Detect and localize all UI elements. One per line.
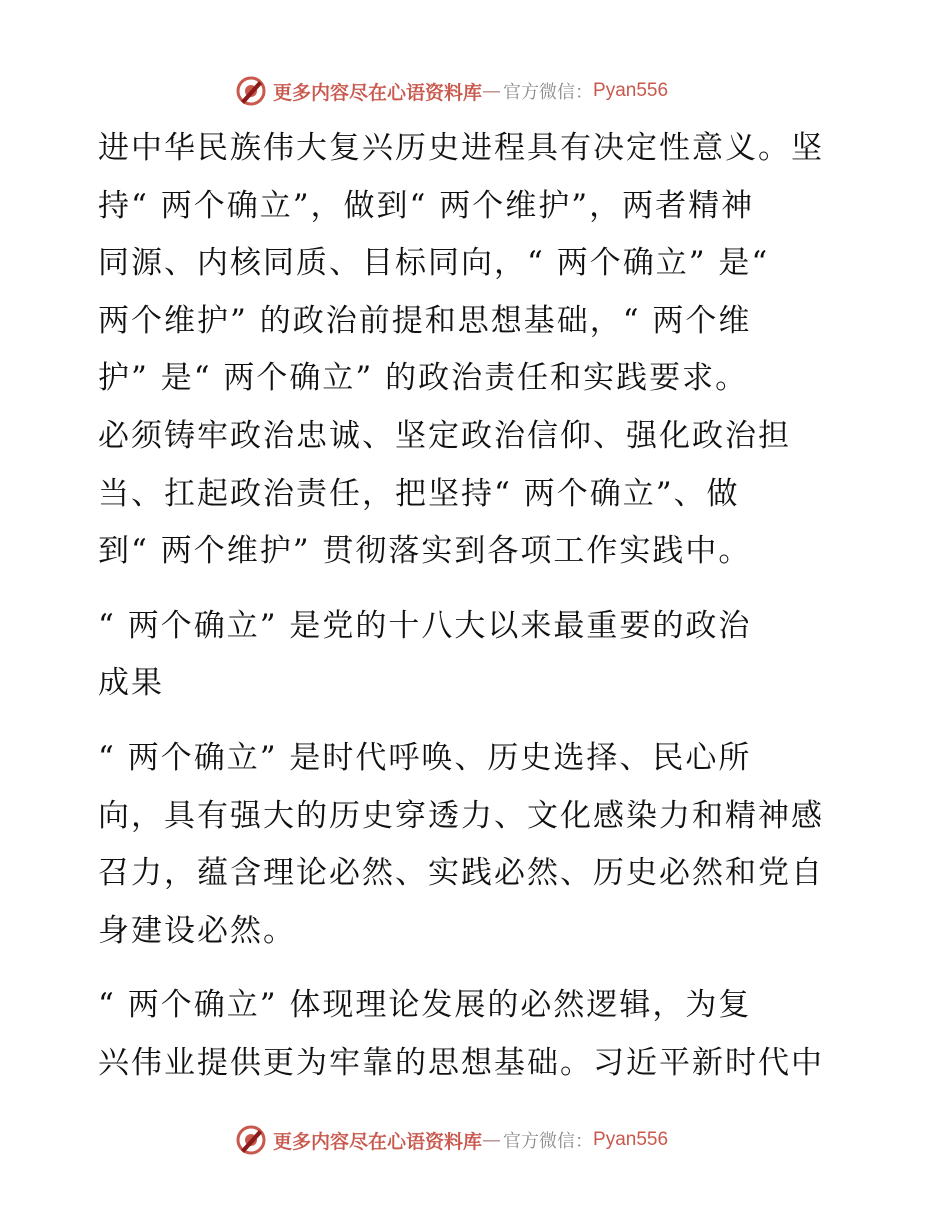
text-line: 兴伟业提供更为牢靠的思想基础。习近平新时代中: [98, 1044, 824, 1081]
watermark-wechat-id: Pyan556: [593, 80, 669, 101]
pen-logo-icon: [235, 1124, 267, 1156]
watermark-wechat-id: Pyan556: [593, 1129, 669, 1150]
watermark-separator: —: [482, 1129, 502, 1151]
text-line: “ 两个确立” 体现理论发展的必然逻辑，为复: [98, 987, 752, 1024]
text-line: 成果: [98, 665, 164, 702]
footer-watermark: [235, 1123, 668, 1157]
paragraph-1: [98, 120, 850, 581]
text-line: 当、扛起政治责任，把坚持“ 两个确立”、做: [98, 475, 740, 512]
text-line: 持“ 两个确立”，做到“ 两个维护”，两者精神: [98, 187, 755, 224]
pen-logo-icon: [235, 75, 267, 107]
text-line: 必须铸牢政治忠诚、坚定政治信仰、强化政治担: [98, 417, 791, 454]
text-line: 召力，蕴含理论必然、实践必然、历史必然和党自: [98, 855, 824, 892]
paragraph-2: [98, 730, 850, 960]
watermark-official-label: 官方微信：: [503, 82, 594, 103]
header-watermark: [235, 74, 668, 108]
watermark-separator: —: [482, 80, 502, 102]
paragraph-3: [98, 977, 850, 1092]
text-line: 两个维护” 的政治前提和思想基础，“ 两个维: [98, 302, 752, 339]
section-heading: [98, 598, 850, 713]
text-line: 护” 是“ 两个确立” 的政治责任和实践要求。: [98, 360, 749, 397]
watermark-official-label: 官方微信：: [503, 1131, 594, 1152]
text-line: 到“ 两个维护” 贯彻落实到各项工作实践中。: [98, 533, 752, 570]
text-line: “ 两个确立” 是党的十八大以来最重要的政治: [98, 607, 752, 644]
text-line: 同源、内核同质、目标同向，“ 两个确立” 是“: [98, 245, 770, 282]
text-line: 进中华民族伟大复兴历史进程具有决定性意义。坚: [98, 130, 824, 166]
document-body: [98, 120, 850, 1093]
watermark-text: 更多内容尽在心语资料库: [273, 81, 483, 104]
text-line: 身建设必然。: [98, 912, 296, 949]
text-line: 向，具有强大的历史穿透力、文化感染力和精神感: [98, 797, 824, 834]
watermark-text: 更多内容尽在心语资料库: [273, 1130, 483, 1153]
text-line: “ 两个确立” 是时代呼唤、历史选择、民心所: [98, 739, 752, 776]
